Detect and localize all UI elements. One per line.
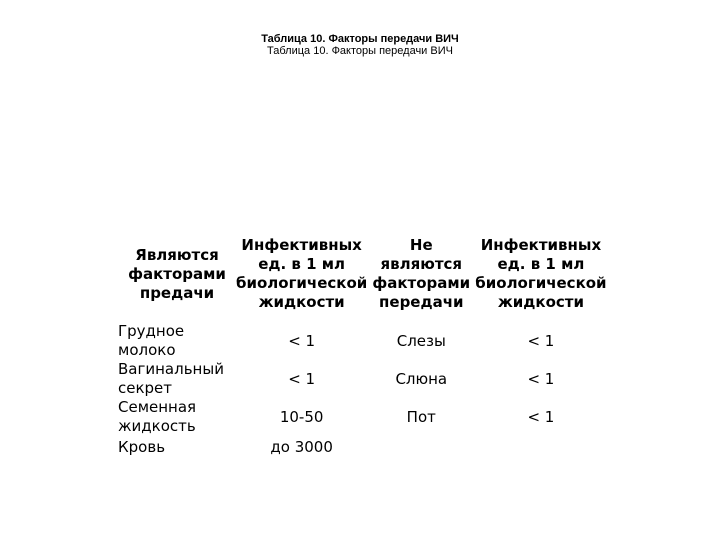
table-cell: < 1: [288, 369, 316, 388]
header-infective-units: Инфективных ед. в 1 мл биологической жидкости: [475, 236, 607, 311]
hiv-transmission-table: [118, 226, 607, 464]
table-header-row: [118, 226, 607, 322]
table-cell: Вагинальный секрет: [118, 360, 224, 397]
table-cell: до 3000: [270, 438, 333, 456]
table-cell: < 1: [288, 331, 316, 350]
table-cell: Пот: [406, 407, 436, 426]
table-cell: < 1: [527, 407, 555, 426]
table-cell: Кровь: [118, 438, 166, 456]
table-cell: Семенная жидкость: [118, 398, 197, 435]
table-row: [118, 322, 607, 360]
table-cell: < 1: [527, 369, 555, 388]
table-cell: 10-50: [279, 407, 324, 426]
header-non-transmitting-factors: Не являются факторами передачи: [372, 236, 471, 311]
table-row: [118, 360, 607, 398]
header-infective-units: Инфективных ед. в 1 мл биологической жидкости: [236, 236, 368, 311]
header-transmitting-factors: Являются факторами предачи: [128, 245, 226, 302]
table-cell: [475, 436, 606, 464]
table-cell: [367, 436, 475, 464]
table-row: [118, 436, 607, 464]
table-cell: Слезы: [396, 331, 446, 350]
table-row: [118, 398, 607, 436]
table-cell: Слюна: [395, 369, 448, 388]
table-cell: < 1: [527, 331, 555, 350]
slide-title: Таблица 10. Факторы передачи ВИЧ: [261, 33, 459, 45]
table-cell: Грудное молоко: [118, 322, 185, 359]
slide-subtitle: Таблица 10. Факторы передачи ВИЧ: [267, 45, 453, 57]
